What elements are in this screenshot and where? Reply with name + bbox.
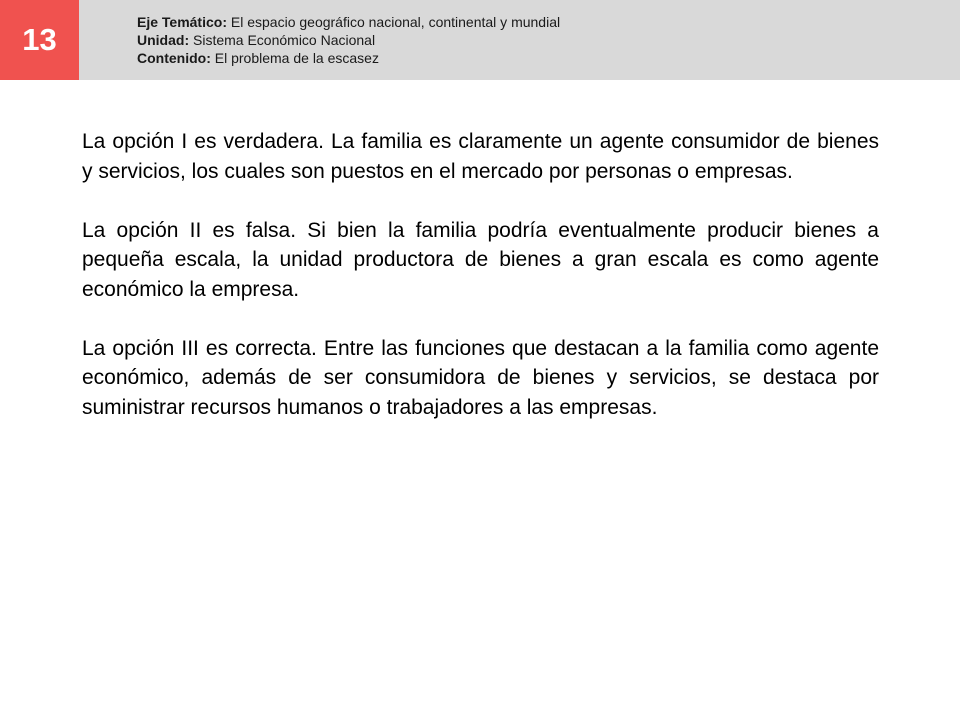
contenido-label: Contenido: <box>137 50 211 66</box>
paragraph-opcion-ii: La opción II es falsa. Si bien la familia podría eventualmente producir bienes a pequeña escala, la unidad productora de bienes a gran escala es como agente económico la empresa. <box>82 218 879 301</box>
header-info <box>137 13 560 67</box>
eje-tematico-line <box>137 13 560 31</box>
contenido-value: El problema de la escasez <box>210 50 379 66</box>
slide-number-badge: 13 <box>0 0 79 80</box>
header-bar <box>0 0 960 80</box>
unidad-line <box>137 31 560 49</box>
paragraph-opcion-iii: La opción III es correcta. Entre las funciones que destacan a la familia como agente económico, además de ser consumidora de bienes y servicios, se destaca por suministrar recursos humanos o trabajadores a las empresas. <box>82 336 879 419</box>
unidad-value: Sistema Económico Nacional <box>189 32 376 48</box>
eje-tematico-label: Eje Temático: <box>137 14 227 30</box>
body-content <box>82 127 879 452</box>
eje-tematico-value: El espacio geográfico nacional, continental y mundial <box>227 14 561 30</box>
unidad-label: Unidad: <box>137 32 190 48</box>
contenido-line <box>137 49 560 67</box>
paragraph-opcion-i: La opción I es verdadera. La familia es claramente un agente consumidor de bienes y servicios, los cuales son puestos en el mercado por personas o empresas. <box>82 130 879 183</box>
